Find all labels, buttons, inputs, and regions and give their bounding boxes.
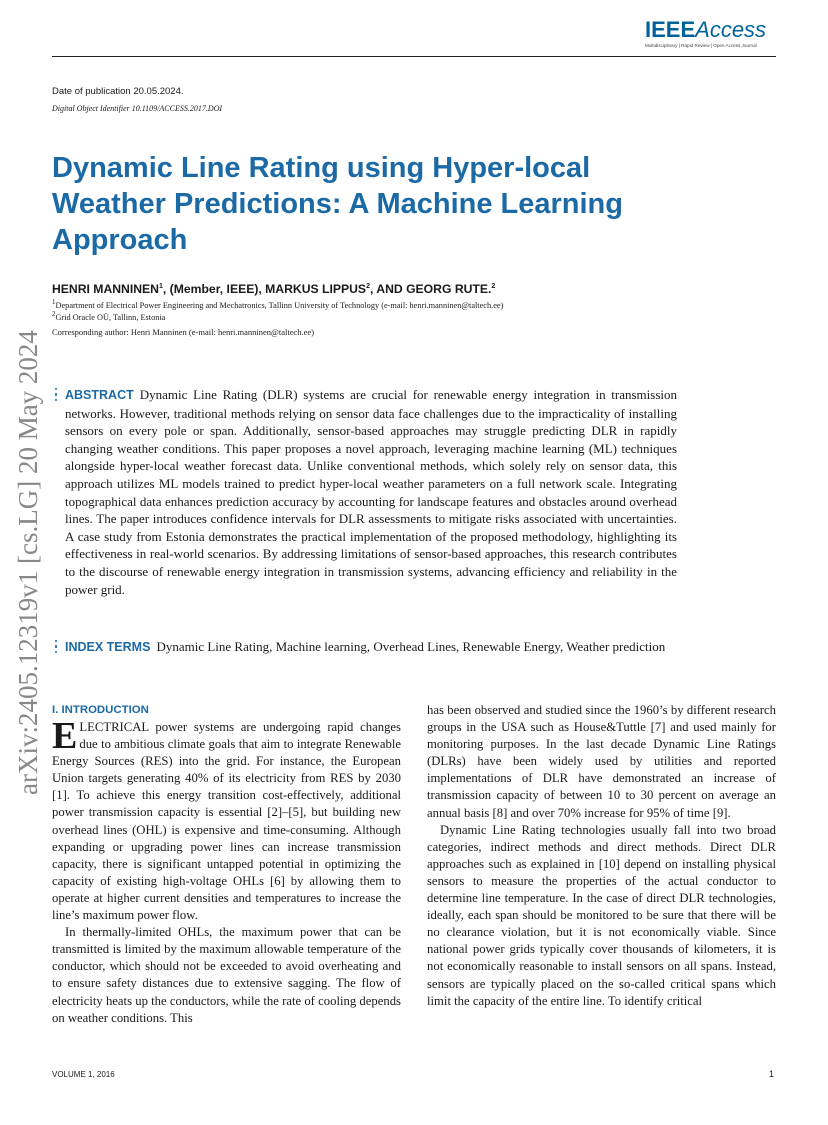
- journal-logo: [645, 18, 770, 52]
- author-name: , AND GEORG RUTE.: [369, 282, 492, 296]
- paper-title: Dynamic Line Rating using Hyper-local Weather Predictions: A Machine Learning Approach: [52, 152, 623, 256]
- affiliation: [52, 298, 503, 310]
- corresponding-author: Corresponding author: Henri Manninen (e-mail: henri.manninen@taltech.ee): [52, 327, 315, 337]
- section-heading: I. INTRODUCTION: [52, 704, 149, 716]
- body-paragraph: Dynamic Line Rating technologies usually fall into two broad categories, indirect methods and direct methods. Direct DLR approaches such as explained in [10] depend on installing physical sensors to measure the properties of the actual conductor to determine line temperature. In the case of direct DLR technologies, ideally, each span should be monitored to be sure that there will be no clearance violation, but it is not economically viable. Since national power grids typically cover thousands of kilometers, it is not economically reasonable to install sensors on all spans. Instead, sensors are typically placed on the so-called critical spans which limit the capacity of the entire line. To identify critical: [427, 822, 776, 1008]
- index-terms-marker: [55, 640, 59, 656]
- journal-logo-text: [645, 18, 770, 42]
- body-paragraph: has been observed and studied since the 1960’s by different research groups in the USA such as House&Tuttle [7] and used mainly for monitoring purposes. In the last decade Dynamic Line Ratings (DLRs) have been widely used by utilities and reported implementations of DLR have demonstrated an increase of transmission capacity of between 10 to 30 percent on average an annual basis [8] and over 70% increase for 95% of time [9].: [427, 703, 776, 820]
- affiliation-text: Department of Electrical Power Engineering and Mechatronics, Tallinn University of Technology (e-mail: henri.manninen@taltech.ee): [55, 300, 504, 310]
- affiliation-text: Grid Oracle OÜ, Tallinn, Estonia: [55, 312, 166, 322]
- abstract-marker: [55, 388, 59, 404]
- affiliation: [52, 310, 165, 322]
- page-number: 1: [769, 1069, 775, 1079]
- author-list: [52, 282, 495, 296]
- body-column-right: [427, 702, 776, 1010]
- header-divider: [52, 56, 776, 57]
- doi: Digital Object Identifier 10.1109/ACCESS.2017.DOI: [52, 104, 223, 113]
- author-affiliation-mark: 2: [366, 282, 370, 290]
- author-affiliation-mark: 2: [491, 282, 496, 290]
- drop-cap: E: [52, 715, 78, 757]
- abstract: [65, 386, 677, 598]
- affiliation-mark: 2: [52, 310, 56, 318]
- arxiv-stamp: arXiv:2405.12319v1 [cs.LG] 20 May 2024: [13, 330, 43, 795]
- volume-footer: VOLUME 1, 2016: [52, 1070, 115, 1079]
- journal-tagline: Multidisciplinary | Rapid Review | Open Access Journal: [645, 43, 757, 48]
- paragraph-text: LECTRICAL power systems are undergoing rapid changes due to ambitious climate goals that aim to integrate Renewable Energy Sources (RES) into the grid. For instance, the European Union targets generating 40% of its electricity from RES by 2030 [1]. To achieve this energy transition cost-effectively, additional power transmission capacity is essential [2]–[5], but building new overhead lines (OHL) is expensive and time-consuming. Although expanding or upgrading power lines can increase transmission capacity, there is significant untapped potential in optimizing the capacity of existing high-voltage OHLs [6] by allowing them to operate at higher current densities and temperatures to increase the line’s maximum power flow.: [52, 720, 401, 923]
- index-terms: [65, 638, 677, 657]
- logo-access: Access: [695, 17, 767, 42]
- author-affiliation-mark: 1: [158, 282, 163, 290]
- logo-ieee: IEEE: [645, 17, 696, 42]
- abstract-label: ABSTRACT: [65, 388, 134, 402]
- index-terms-label: INDEX TERMS: [65, 640, 151, 654]
- abstract-text: Dynamic Line Rating (DLR) systems are crucial for renewable energy integration in transmission networks. However, traditional methods relying on sensor data face challenges due to the impracticality of installing sensors on every pole or span. Additionally, sensor-based approaches may struggle predicting DLR in rapidly changing weather conditions. This paper proposes a novel approach, leveraging machine learning (ML) techniques alongside hyper-local weather forecast data. Unlike conventional methods, which solely rely on sensor data, this approach utilizes ML models trained to predict hyper-local weather parameters on a full network scale. Integrating topographical data enhances prediction accuracy by accounting for landscape features and obstacles around overhead lines. The paper introduces confidence intervals for DLR assessments to mitigate risks associated with uncertainties. A case study from Estonia demonstrates the practical implementation of the proposed methodology, highlighting its effectiveness in real-world scenarios. By addressing limitations of sensor-based approaches, this research contributes to the discourse of renewable energy integration in transmission systems, advancing efficiency and reliability in the power grid.: [65, 387, 677, 597]
- affiliation-mark: 1: [52, 298, 56, 306]
- body-paragraph: [52, 715, 401, 924]
- index-terms-text: Dynamic Line Rating, Machine learning, Overhead Lines, Renewable Energy, Weather prediction: [156, 639, 666, 654]
- body-column-left: [52, 702, 401, 1027]
- author-name: HENRI MANNINEN: [52, 282, 159, 296]
- author-name: , (Member, IEEE), MARKUS LIPPUS: [162, 282, 367, 296]
- body-paragraph: In thermally-limited OHLs, the maximum power that can be transmitted is limited by the maximum allowable temperature of the conductor, which should not be exceeded to avoid overheating and to ensure safety distances due to extensive sagging. The flow of electricity heats up the conductors, while the rate of cooling depends on weather conditions. This: [52, 925, 401, 1025]
- publication-date: Date of publication 20.05.2024.: [52, 86, 184, 97]
